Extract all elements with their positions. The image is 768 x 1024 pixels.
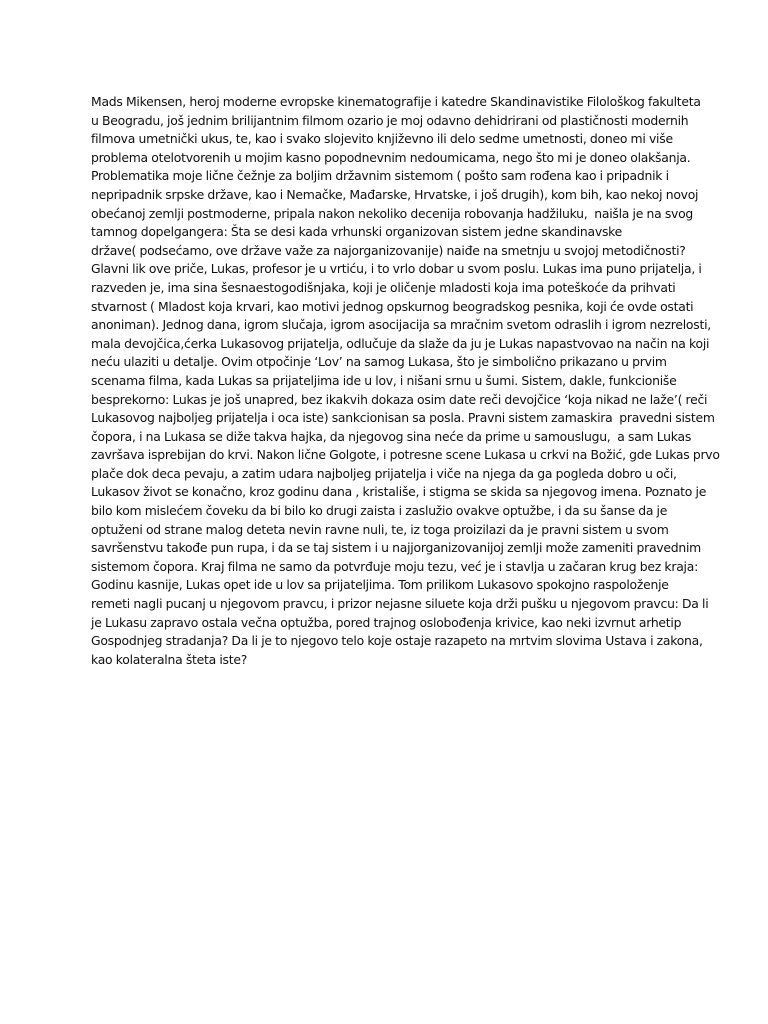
text-line: obećanoj zemlji postmoderne, pripala nakon nekoliko decenija robovanja hadžiluku, naišla je na svog: [91, 205, 694, 221]
text-line: remeti nagli pucanj u njegovom pravcu, i prizor nejasne siluete koja drži pušku u njegovom pravcu: Da li: [91, 596, 709, 612]
text-line: tamnog dopelgangera: Šta se desi kada vrhunski organizovan sistem jedne skandinavske: [91, 224, 623, 240]
text-line: nepripadnik srpske države, kao i Nemačke, Mađarske, Hrvatske, i još drugih), kom bih, kao nekoj novoj: [91, 186, 699, 202]
text-line: Lukasov život se konačno, kroz godinu dana , kristališe, i stigma se skida sa njegovog imena. Poznato je: [91, 484, 707, 500]
text-line: mala devojčica,ćerka Lukasovog prijatelja, odlučuje da slaže da ju je Lukas napastvovao na način na koji: [91, 335, 710, 351]
text-line: u Beogradu, još jednim brilijantnim filmom ozario je moj odavno dehidrirani od plastičnosti modernih: [91, 112, 689, 128]
text-line: neću ulaziti u detalje. Ovim otpočinje ‘Lov’ na samog Lukasa, što je simbolično prikazano u prvim: [91, 354, 667, 370]
text-line: razveden je, ima sina šesnaestogodišnjaka, koji je oličenje mladosti koja ima poteškoće da prihvati: [91, 279, 676, 295]
text-line: optuženi od strane malog deteta nevin ravne nuli, te, iz toga proizilazi da je pravni sistem u svom: [91, 521, 669, 537]
text-line: Glavni lik ove priče, Lukas, profesor je u vrtiću, i to vrlo dobar u svom poslu. Lukas ima puno prijatelja, i: [91, 261, 702, 277]
text-line: države( podsećamo, ove države važe za najorganizovanije) naiđe na smetnju u svojoj metodičnosti?: [91, 242, 686, 258]
text-line: je Lukasu zapravo ostala večna optužba, pored trajnog oslobođenja krivice, kao neki izvrnut arhetip: [91, 614, 682, 630]
text-line: stvarnost ( Mladost koja krvari, kao motivi jednog opskurnog beogradskog pesnika, koji će ovde ostati: [91, 298, 694, 314]
text-line: završava isprebijan do krvi. Nakon lične Golgote, i potresne scene Lukasa u crkvi na Božić, gde Lukas prvo: [91, 447, 720, 463]
text-line: savršenstvu takođe pun rupa, i da se taj sistem i u najjorganizovanijoj zemlji može zameniti pravednim: [91, 540, 701, 556]
text-line: Problematika moje lične čežnje za boljim državnim sistemom ( pošto sam rođena kao i pripadnik i: [91, 168, 669, 184]
text-line: Mads Mikensen, heroj moderne evropske kinematografije i katedre Skandinavistike Filološkog fakulteta: [91, 94, 701, 109]
text-line: filmova umetnički ukus, te, kao i svako slojevito književno ili delo sedme umetnosti, doneo mi više: [91, 131, 673, 147]
text-line: Gospodnjeg stradanja? Da li je to njegovo telo koje ostaje razapeto na mrtvim slovima Ustava i zakona,: [91, 633, 703, 649]
text-line: bilo kom mislećem čoveku da bi bilo ko drugi zaista i zaslužio ovakve optužbe, i da su šanse da je: [91, 503, 668, 519]
text-line: kao kolateralna šteta iste?: [91, 651, 248, 667]
text-line: anoniman). Jednog dana, igrom slučaja, igrom asocijacija sa mračnim svetom odraslih i igrom nezrelosti,: [91, 317, 711, 333]
text-line: scenama filma, kada Lukas sa prijateljima ide u lov, i nišani srnu u šumi. Sistem, dakle, funkcioniše: [91, 372, 677, 388]
text-line: problema otelotvorenih u mojim kasno popodnevnim nedoumicama, nego što mi je doneo olakšanja.: [91, 149, 691, 165]
essay-paragraph: [91, 93, 720, 669]
text-line: besprekorno: Lukas je još unapred, bez ikakvih dokaza osim date reči devojčice ‘koja nikad ne laže’( reči: [91, 391, 708, 407]
text-line: Lukasovog najboljeg prijatelja i oca iste) sankcionisan sa posla. Pravni sistem zamaskira pravedni sistem: [91, 410, 715, 426]
text-line: sistemom čopora. Kraj filma ne samo da potvrđuje moju tezu, već je i stavlja u začaran krug bez kraja:: [91, 558, 698, 574]
text-line: čopora, i na Lukasa se diže takva hajka, da njegovog sina neće da prime u samouslugu, a sam Lukas: [91, 428, 692, 444]
text-line: plače dok deca pevaju, a zatim udara najboljeg prijatelja i viče na njega da ga pogleda dobro u oči,: [91, 465, 677, 481]
text-line: Godinu kasnije, Lukas opet ide u lov sa prijateljima. Tom prilikom Lukasovo spokojno raspoloženje: [91, 577, 669, 593]
